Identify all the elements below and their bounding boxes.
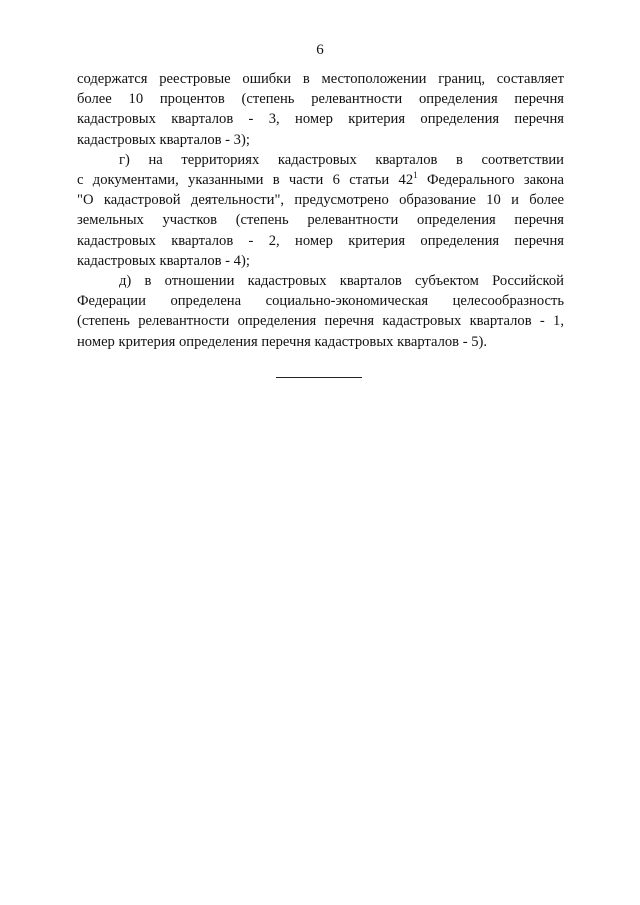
text-line: (степень релевантности определения перечня кадастровых кварталов - 1, [77, 313, 564, 330]
paragraph-continuation [77, 69, 564, 150]
text-line: кадастровых кварталов - 4); [77, 252, 250, 269]
text-line: земельных участков (степень релевантности определения перечня [77, 212, 564, 229]
text-line: Федерации определена социально-экономическая целесообразность [77, 293, 564, 310]
paragraph-item-d [77, 271, 564, 352]
text-line: г) на территориях кадастровых кварталов в соответствии [119, 151, 564, 168]
text-line: кадастровых кварталов - 3); [77, 131, 250, 148]
end-separator-line [276, 377, 362, 378]
text-line-with-superscript [77, 170, 564, 190]
document-body [77, 69, 564, 352]
superscript: 1 [413, 170, 418, 181]
text-line: содержатся реестровые ошибки в местоположении границ, составляет [77, 71, 564, 87]
text-line: кадастровых кварталов - 2, номер критерия определения перечня [77, 232, 564, 249]
text-line: более 10 процентов (степень релевантности определения перечня [77, 91, 564, 108]
text-line: номер критерия определения перечня кадастровых кварталов - 5). [77, 333, 488, 350]
text-line: д) в отношении кадастровых кварталов субъектом Российской [119, 273, 564, 290]
text-line: "О кадастровой деятельности", предусмотрено образование 10 и более [77, 192, 564, 209]
page-number: 6 [316, 42, 324, 58]
text-segment: с документами, указанными в части 6 статьи 42 [77, 172, 414, 189]
text-segment: Федерального закона [417, 172, 564, 189]
paragraph-item-g [77, 150, 564, 271]
text-line: кадастровых кварталов - 3, номер критерия определения перечня [77, 111, 564, 128]
